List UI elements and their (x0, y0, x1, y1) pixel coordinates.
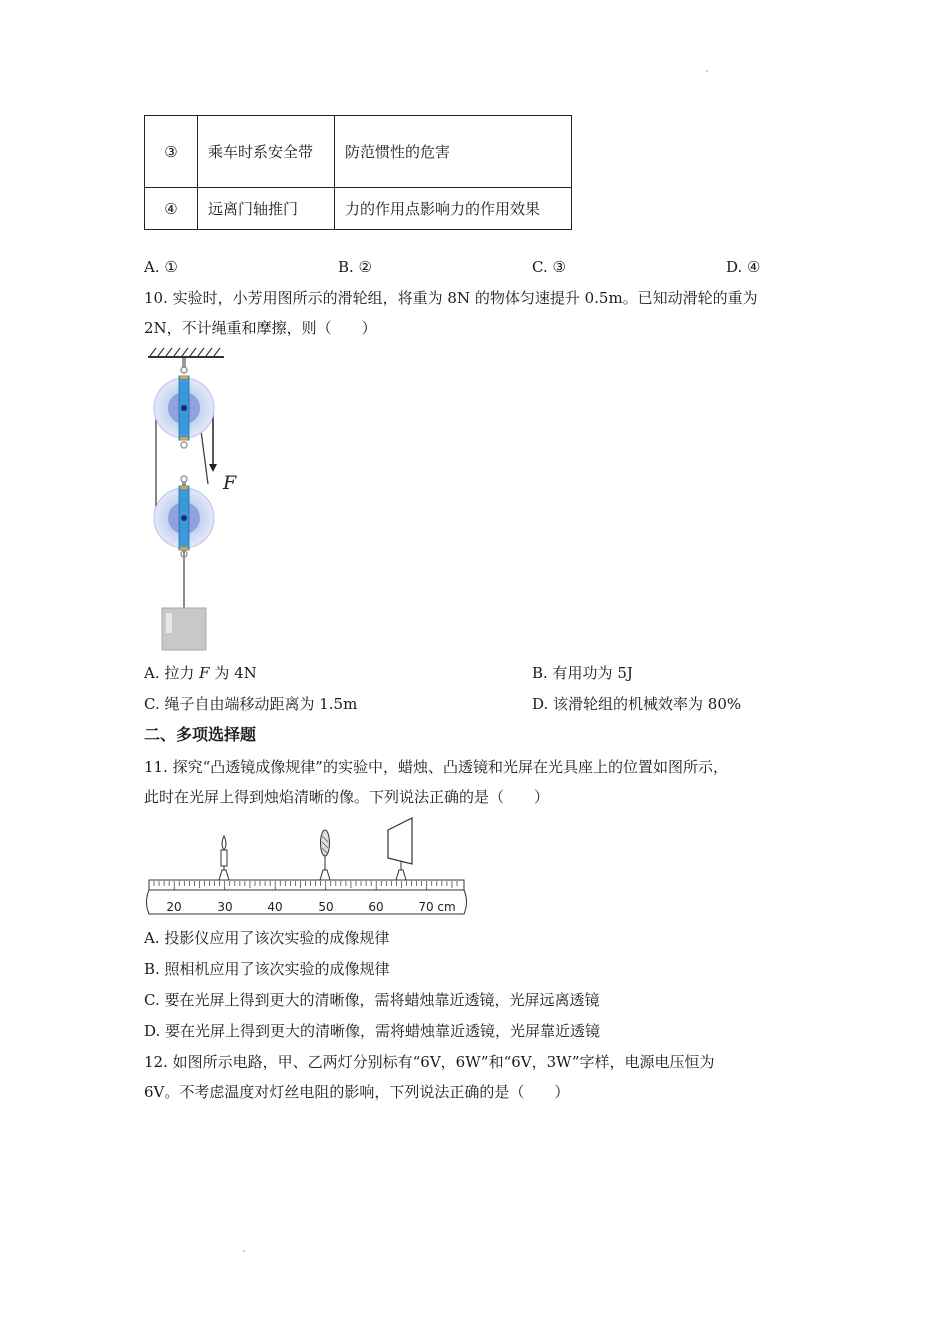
optical-bench-diagram (144, 814, 470, 920)
q9-option-a[interactable]: A. ① (144, 258, 178, 276)
ruler-label: 70 cm (418, 900, 456, 914)
pulley-diagram (140, 344, 260, 656)
scan-dot (706, 70, 708, 72)
ruler-label: 30 (217, 900, 233, 914)
fixed-pulley-icon (154, 358, 214, 448)
q11-stem-line1: 11. 探究“凸透镜成像规律”的实验中，蜡烛、凸透镜和光屏在光具座上的位置如图所示， (144, 758, 728, 776)
q11-option-c[interactable]: C. 要在光屏上得到更大的清晰像，需将蜡烛靠近透镜，光屏远离透镜 (144, 991, 600, 1009)
table-row (145, 188, 572, 230)
q10-option-c[interactable]: C. 绳子自由端移动距离为 1.5m (144, 695, 358, 713)
ruler-label: 20 (166, 900, 182, 914)
q10-option-d[interactable]: D. 该滑轮组的机械效率为 80% (532, 695, 742, 713)
light-screen-icon (388, 818, 412, 880)
q9-option-c[interactable]: C. ③ (532, 258, 566, 276)
table-cell-num: ③ (145, 116, 198, 188)
ceiling-hatch (148, 348, 224, 357)
q12-stem-line2: 6V。不考虑温度对灯丝电阻的影响，下列说法正确的是（ ） (144, 1083, 570, 1101)
q10-option-b[interactable]: B. 有用功为 5J (532, 664, 633, 682)
q10-option-a-prefix: A. 拉力 (144, 664, 200, 682)
table-cell-principle: 力的作用点影响力的作用效果 (335, 188, 572, 230)
answer-table (144, 115, 572, 230)
q10-stem-line2: 2N，不计绳重和摩擦，则（ ） (144, 319, 377, 337)
weight-block-icon (162, 608, 206, 650)
convex-lens-icon (320, 830, 330, 880)
force-arrow-icon (209, 464, 217, 472)
table-cell-num: ④ (145, 188, 198, 230)
q9-option-b[interactable]: B. ② (338, 258, 373, 276)
q12-stem-line1: 12. 如图所示电路，甲、乙两灯分别标有“6V，6W”和“6V，3W”字样，电源电压恒为 (144, 1053, 715, 1071)
q10-stem-line1: 10. 实验时，小芳用图所示的滑轮组，将重为 8N 的物体匀速提升 0.5m。已知动滑轮的重为 (144, 289, 758, 307)
q11-stem-line2: 此时在光屏上得到烛焰清晰的像。下列说法正确的是（ ） (144, 788, 550, 806)
ruler-label: 40 (267, 900, 283, 914)
table-cell-action: 乘车时系安全带 (198, 116, 335, 188)
q9-option-d[interactable]: D. ④ (726, 258, 761, 276)
q11-option-d[interactable]: D. 要在光屏上得到更大的清晰像，需将蜡烛靠近透镜，光屏靠近透镜 (144, 1022, 601, 1040)
table-row (145, 116, 572, 188)
force-label: F (223, 472, 237, 494)
q10-option-a[interactable] (144, 663, 257, 683)
section-heading: 二、多项选择题 (144, 725, 257, 744)
candle-icon (219, 836, 229, 880)
q11-option-b[interactable]: B. 照相机应用了该次实验的成像规律 (144, 960, 390, 978)
table-cell-principle: 防范惯性的危害 (335, 116, 572, 188)
q10-option-a-var: F (199, 664, 210, 682)
scan-dot (243, 1250, 245, 1252)
table-cell-action: 远离门轴推门 (198, 188, 335, 230)
q10-option-a-suffix: 为 4N (209, 664, 257, 682)
q11-option-a[interactable]: A. 投影仪应用了该次实验的成像规律 (144, 929, 390, 947)
ruler-label: 60 (368, 900, 384, 914)
movable-pulley-icon (154, 476, 214, 557)
ruler-label: 50 (318, 900, 334, 914)
